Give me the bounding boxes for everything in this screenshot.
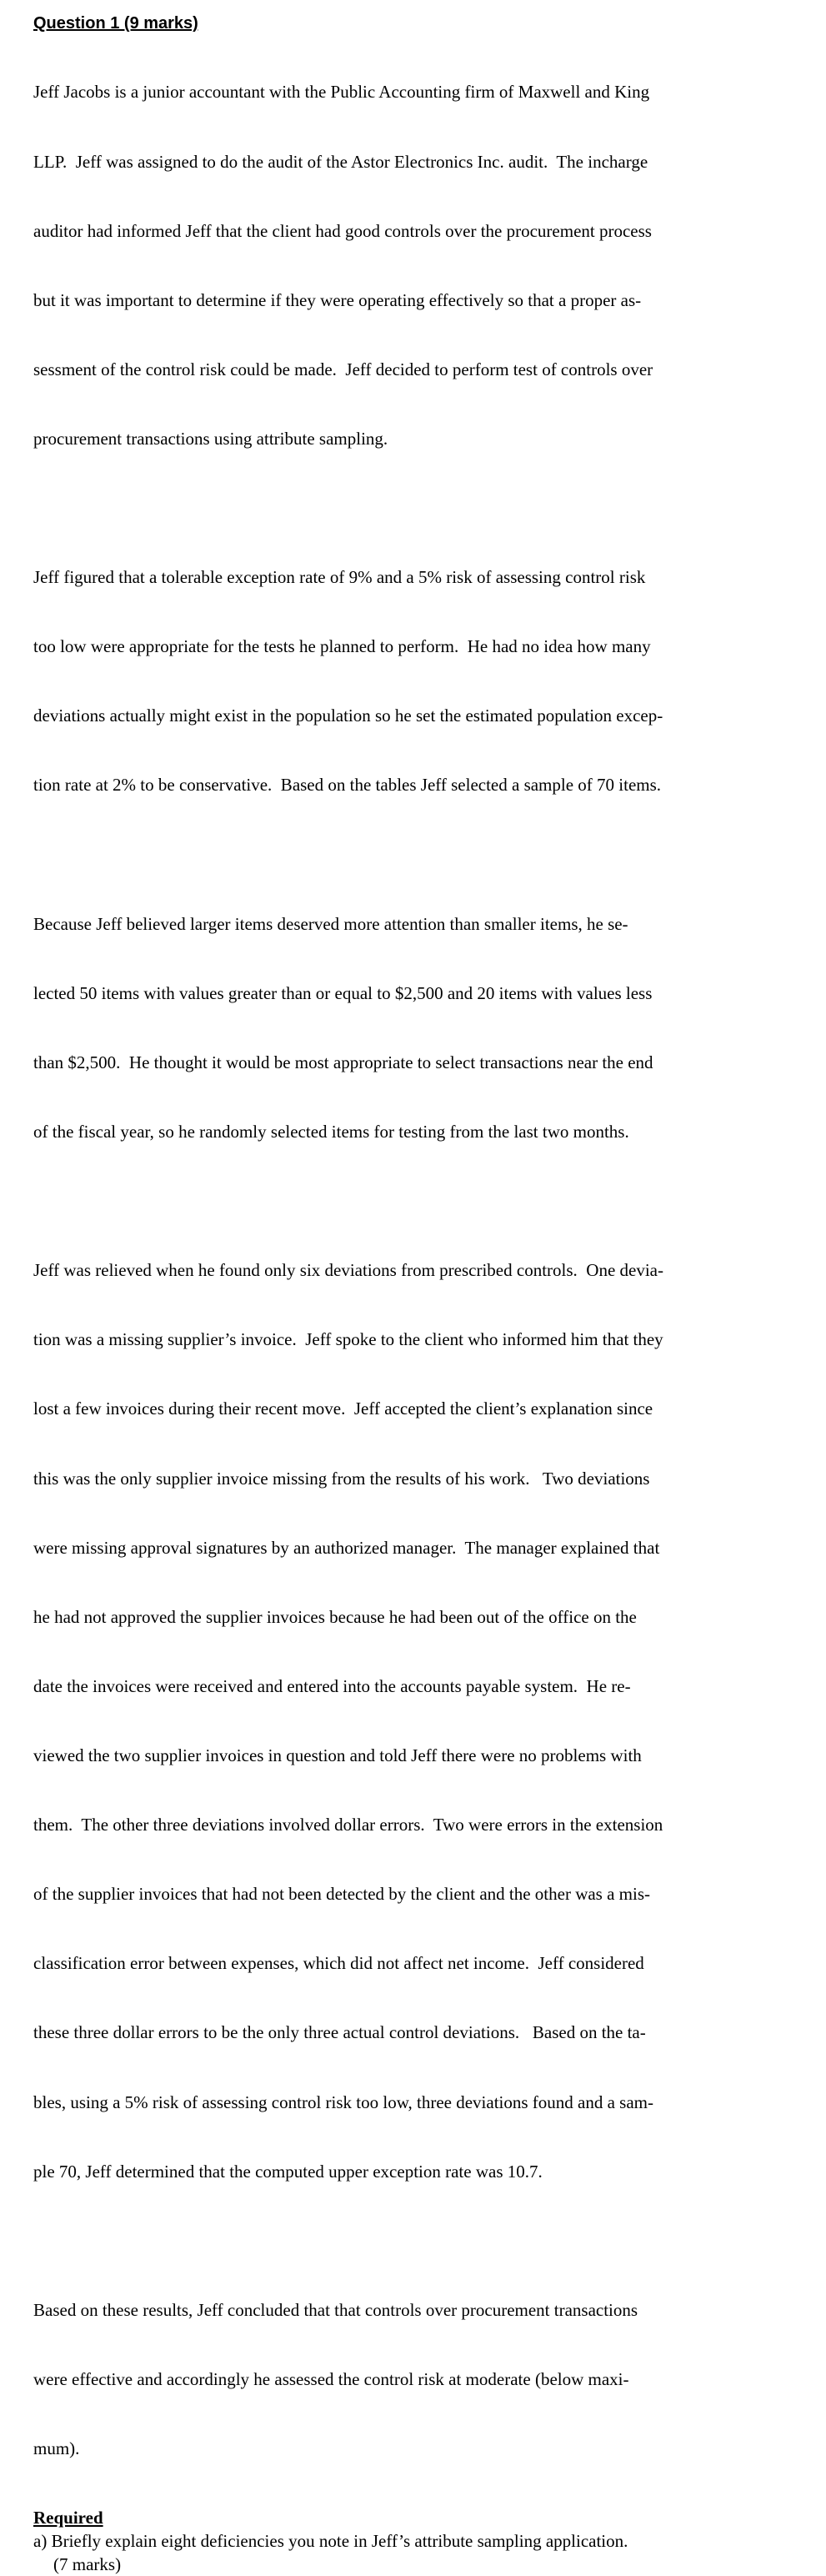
paragraph-line: classification error between expenses, which did not affect net income. Jeff considered xyxy=(33,1953,644,1974)
paragraph-line: mum). xyxy=(33,2438,80,2459)
paragraph-line: than $2,500. He thought it would be most appropriate to select transactions near the end xyxy=(33,1052,653,1072)
paragraph-line: tion rate at 2% to be conservative. Based on the tables Jeff selected a sample of 70 items. xyxy=(33,775,662,796)
paragraph-line: were effective and accordingly he assessed the control risk at moderate (below maxi- xyxy=(33,2368,629,2389)
paragraph-line: Jeff was relieved when he found only six deviations from prescribed controls. One devia- xyxy=(33,1260,663,1281)
paragraph-line: too low were appropriate for the tests he planned to perform. He had no idea how many xyxy=(33,636,651,657)
paragraph-spacer xyxy=(33,497,767,520)
question-page xyxy=(33,12,767,2576)
paragraph-line: of the supplier invoices that had not been detected by the client and the other was a mis- xyxy=(33,1884,651,1905)
paragraph-5 xyxy=(33,2252,767,2507)
paragraph-spacer xyxy=(33,1190,767,1213)
paragraph-spacer xyxy=(33,844,767,867)
paragraph-line: bles, using a 5% risk of assessing control risk too low, three deviations found and a sam- xyxy=(33,2091,654,2112)
paragraph-line: LLP. Jeff was assigned to do the audit of the Astor Electronics Inc. audit. The incharge xyxy=(33,151,648,172)
paragraph-line: of the fiscal year, so he randomly selected items for testing from the last two months. xyxy=(33,1122,629,1142)
paragraph-line: Jeff figured that a tolerable exception rate of 9% and a 5% risk of assessing control risk xyxy=(33,567,646,588)
paragraph-line: but it was important to determine if they were operating effectively so that a proper as- xyxy=(33,289,642,310)
paragraph-line: Based on these results, Jeff concluded that that controls over procurement transactions xyxy=(33,2299,638,2320)
part-a-text: a) Briefly explain eight deficiencies you note in Jeff’s attribute sampling application. xyxy=(33,2530,628,2551)
paragraph-line: this was the only supplier invoice missing from the results of his work. Two deviations xyxy=(33,1468,650,1489)
paragraph-line: procurement transactions using attribute sampling. xyxy=(33,428,388,449)
paragraph-line: them. The other three deviations involved dollar errors. Two were errors in the extension xyxy=(33,1815,663,1835)
paragraph-line: auditor had informed Jeff that the client had good controls over the procurement process xyxy=(33,220,652,241)
paragraph-line: ple 70, Jeff determined that the computed upper exception rate was 10.7. xyxy=(33,2161,543,2182)
paragraph-line: Because Jeff believed larger items deserved more attention than smaller items, he se- xyxy=(33,913,628,934)
paragraph-line: he had not approved the supplier invoices because he had been out of the office on the xyxy=(33,1606,637,1627)
paragraph-line: tion was a missing supplier’s invoice. Jeff spoke to the client who informed him that they xyxy=(33,1329,663,1350)
paragraph-1 xyxy=(33,35,767,497)
question-heading: Question 1 (9 marks) xyxy=(33,14,198,33)
paragraph-line: deviations actually might exist in the population so he set the estimated population excep- xyxy=(33,706,663,726)
paragraph-line: these three dollar errors to be the only three actual control deviations. Based on the ta- xyxy=(33,2022,646,2043)
paragraph-line: Jeff Jacobs is a junior accountant with the Public Accounting firm of Maxwell and King xyxy=(33,82,650,103)
paragraph-line: date the invoices were received and entered into the accounts payable system. He re- xyxy=(33,1675,631,1696)
required-label: Required xyxy=(33,2508,103,2528)
paragraph-3 xyxy=(33,866,767,1190)
paragraph-line: were missing approval signatures by an authorized manager. The manager explained that xyxy=(33,1537,660,1558)
paragraph-2 xyxy=(33,520,767,844)
paragraph-line: viewed the two supplier invoices in question and told Jeff there were no problems with xyxy=(33,1745,642,1765)
paragraph-line: lost a few invoices during their recent move. Jeff accepted the client’s explanation since xyxy=(33,1398,653,1419)
paragraph-4 xyxy=(33,1213,767,2230)
paragraph-spacer xyxy=(33,2230,767,2253)
part-a-marks: (7 marks) xyxy=(53,2553,122,2574)
paragraph-line: sessment of the control risk could be made. Jeff decided to perform test of controls over xyxy=(33,359,653,379)
paragraph-line: lected 50 items with values greater than or equal to $2,500 and 20 items with values less xyxy=(33,982,653,1003)
